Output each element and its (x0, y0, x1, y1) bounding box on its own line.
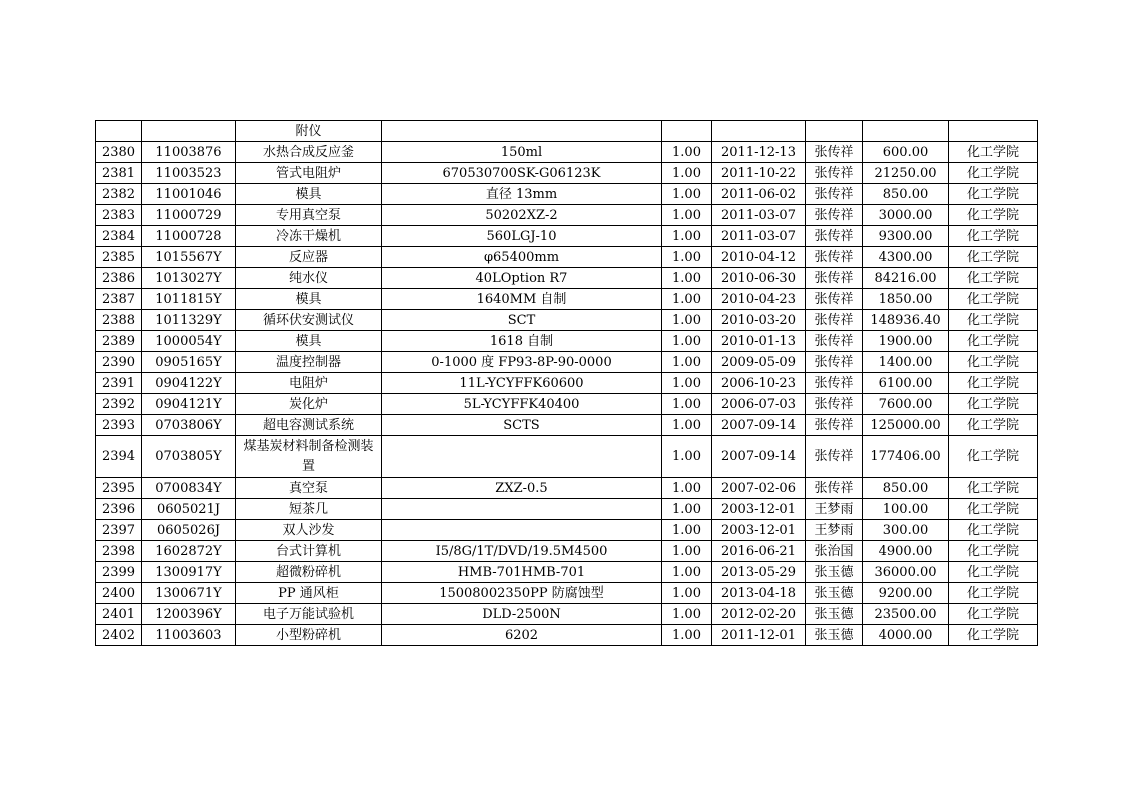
cell-date: 2003-12-01 (712, 499, 806, 520)
cell-date: 2011-03-07 (712, 205, 806, 226)
cell-qty: 1.00 (662, 310, 712, 331)
cell-person: 张玉德 (806, 583, 863, 604)
cell-name: 水热合成反应釜 (236, 142, 382, 163)
cell-price: 6100.00 (863, 373, 949, 394)
cell-qty: 1.00 (662, 142, 712, 163)
cell-no: 2384 (96, 226, 142, 247)
cell-person: 张传祥 (806, 268, 863, 289)
cell-price: 21250.00 (863, 163, 949, 184)
cell-dept: 化工学院 (949, 331, 1038, 352)
cell-name: 超电容测试系统 (236, 415, 382, 436)
table-row (96, 415, 1038, 436)
cell-dept: 化工学院 (949, 541, 1038, 562)
cell-price: 4000.00 (863, 625, 949, 646)
cell-qty: 1.00 (662, 478, 712, 499)
cell-date: 2013-05-29 (712, 562, 806, 583)
cell-date: 2006-10-23 (712, 373, 806, 394)
cell-dept: 化工学院 (949, 499, 1038, 520)
cell-qty: 1.00 (662, 373, 712, 394)
cell-date: 2006-07-03 (712, 394, 806, 415)
cell-dept: 化工学院 (949, 352, 1038, 373)
cell-code: 11000729 (142, 205, 236, 226)
cell-dept: 化工学院 (949, 184, 1038, 205)
cell-price: 9200.00 (863, 583, 949, 604)
cell-spec: 150ml (382, 142, 662, 163)
cell-price: 23500.00 (863, 604, 949, 625)
cell-code: 11003523 (142, 163, 236, 184)
cell-price: 300.00 (863, 520, 949, 541)
table-row (96, 289, 1038, 310)
cell-person: 张传祥 (806, 352, 863, 373)
cell-spec: 5L-YCYFFK40400 (382, 394, 662, 415)
cell-name: 冷冻干燥机 (236, 226, 382, 247)
cell-code: 11003603 (142, 625, 236, 646)
cell-person: 张传祥 (806, 205, 863, 226)
cell-name: 反应器 (236, 247, 382, 268)
cell-dept: 化工学院 (949, 436, 1038, 478)
cell-qty: 1.00 (662, 415, 712, 436)
cell-dept: 化工学院 (949, 562, 1038, 583)
cell-name: 台式计算机 (236, 541, 382, 562)
cell-code: 1013027Y (142, 268, 236, 289)
cell-date: 2007-09-14 (712, 436, 806, 478)
cell-no: 2393 (96, 415, 142, 436)
cell-date: 2012-02-20 (712, 604, 806, 625)
cell-dept: 化工学院 (949, 373, 1038, 394)
cell-spec: 1640MM 自制 (382, 289, 662, 310)
table-row (96, 583, 1038, 604)
cell-spec: 1618 自制 (382, 331, 662, 352)
cell-price: 4900.00 (863, 541, 949, 562)
cell-no: 2400 (96, 583, 142, 604)
cell-qty: 1.00 (662, 562, 712, 583)
cell-price: 850.00 (863, 478, 949, 499)
cell-qty: 1.00 (662, 205, 712, 226)
table-row (96, 142, 1038, 163)
cell-qty: 1.00 (662, 583, 712, 604)
cell-code: 11001046 (142, 184, 236, 205)
cell-dept: 化工学院 (949, 205, 1038, 226)
cell-name: 附仪 (236, 121, 382, 142)
cell-date: 2010-06-30 (712, 268, 806, 289)
cell-code (142, 121, 236, 142)
table-row (96, 520, 1038, 541)
cell-qty: 1.00 (662, 541, 712, 562)
cell-spec: DLD-2500N (382, 604, 662, 625)
cell-spec: HMB-701HMB-701 (382, 562, 662, 583)
cell-spec (382, 436, 662, 478)
cell-name: 电子万能试验机 (236, 604, 382, 625)
table-row (96, 562, 1038, 583)
table-row (96, 205, 1038, 226)
cell-qty: 1.00 (662, 184, 712, 205)
cell-no: 2381 (96, 163, 142, 184)
cell-name: 超微粉碎机 (236, 562, 382, 583)
cell-date: 2011-03-07 (712, 226, 806, 247)
cell-no: 2392 (96, 394, 142, 415)
cell-dept: 化工学院 (949, 625, 1038, 646)
cell-spec: 直径 13mm (382, 184, 662, 205)
cell-code: 1011815Y (142, 289, 236, 310)
cell-spec: 0-1000 度 FP93-8P-90-0000 (382, 352, 662, 373)
cell-name: 煤基炭材料制备检测装置 (236, 436, 382, 478)
equipment-table (95, 120, 1038, 646)
cell-price: 1900.00 (863, 331, 949, 352)
cell-code: 11000728 (142, 226, 236, 247)
cell-qty: 1.00 (662, 394, 712, 415)
cell-name: 电阻炉 (236, 373, 382, 394)
cell-dept: 化工学院 (949, 247, 1038, 268)
cell-date: 2007-02-06 (712, 478, 806, 499)
table-row (96, 478, 1038, 499)
cell-person: 王梦雨 (806, 520, 863, 541)
cell-name: PP 通风柜 (236, 583, 382, 604)
cell-dept: 化工学院 (949, 520, 1038, 541)
cell-no: 2396 (96, 499, 142, 520)
cell-no: 2394 (96, 436, 142, 478)
cell-spec: 40LOption R7 (382, 268, 662, 289)
cell-name: 循环伏安测试仪 (236, 310, 382, 331)
cell-name: 炭化炉 (236, 394, 382, 415)
cell-qty: 1.00 (662, 604, 712, 625)
cell-spec: 670530700SK-G06123K (382, 163, 662, 184)
cell-dept (949, 121, 1038, 142)
cell-price: 9300.00 (863, 226, 949, 247)
cell-code: 1011329Y (142, 310, 236, 331)
cell-date (712, 121, 806, 142)
cell-name: 管式电阻炉 (236, 163, 382, 184)
cell-no: 2402 (96, 625, 142, 646)
cell-person: 王梦雨 (806, 499, 863, 520)
cell-dept: 化工学院 (949, 604, 1038, 625)
cell-price: 3000.00 (863, 205, 949, 226)
cell-code: 0703806Y (142, 415, 236, 436)
cell-date: 2016-06-21 (712, 541, 806, 562)
cell-date: 2010-04-12 (712, 247, 806, 268)
cell-no: 2391 (96, 373, 142, 394)
cell-person: 张玉德 (806, 562, 863, 583)
table-row (96, 184, 1038, 205)
cell-name: 真空泵 (236, 478, 382, 499)
cell-code: 1200396Y (142, 604, 236, 625)
table-row (96, 373, 1038, 394)
cell-name: 模具 (236, 184, 382, 205)
cell-person (806, 121, 863, 142)
cell-qty: 1.00 (662, 436, 712, 478)
cell-no: 2388 (96, 310, 142, 331)
cell-person: 张传祥 (806, 415, 863, 436)
table-row (96, 226, 1038, 247)
cell-date: 2010-01-13 (712, 331, 806, 352)
cell-no: 2385 (96, 247, 142, 268)
cell-price: 84216.00 (863, 268, 949, 289)
cell-code: 0904121Y (142, 394, 236, 415)
cell-spec: φ65400mm (382, 247, 662, 268)
cell-no: 2395 (96, 478, 142, 499)
cell-no: 2401 (96, 604, 142, 625)
cell-date: 2009-05-09 (712, 352, 806, 373)
cell-qty: 1.00 (662, 289, 712, 310)
cell-code: 11003876 (142, 142, 236, 163)
cell-qty: 1.00 (662, 331, 712, 352)
cell-spec (382, 520, 662, 541)
cell-price (863, 121, 949, 142)
table-body (96, 121, 1038, 646)
cell-no: 2389 (96, 331, 142, 352)
cell-no: 2383 (96, 205, 142, 226)
cell-date: 2010-03-20 (712, 310, 806, 331)
cell-spec: ZXZ-0.5 (382, 478, 662, 499)
cell-dept: 化工学院 (949, 583, 1038, 604)
cell-code: 1300671Y (142, 583, 236, 604)
cell-price: 125000.00 (863, 415, 949, 436)
cell-person: 张传祥 (806, 184, 863, 205)
cell-price: 4300.00 (863, 247, 949, 268)
cell-qty: 1.00 (662, 625, 712, 646)
cell-date: 2011-12-01 (712, 625, 806, 646)
table-row (96, 604, 1038, 625)
cell-date: 2011-06-02 (712, 184, 806, 205)
cell-code: 1300917Y (142, 562, 236, 583)
cell-person: 张传祥 (806, 373, 863, 394)
table-row (96, 541, 1038, 562)
cell-code: 0905165Y (142, 352, 236, 373)
cell-qty: 1.00 (662, 520, 712, 541)
cell-person: 张传祥 (806, 163, 863, 184)
cell-name: 专用真空泵 (236, 205, 382, 226)
cell-name: 小型粉碎机 (236, 625, 382, 646)
cell-no: 2397 (96, 520, 142, 541)
cell-spec (382, 121, 662, 142)
cell-name: 短茶几 (236, 499, 382, 520)
cell-name: 双人沙发 (236, 520, 382, 541)
cell-date: 2011-12-13 (712, 142, 806, 163)
cell-qty: 1.00 (662, 247, 712, 268)
cell-name: 模具 (236, 289, 382, 310)
cell-code: 0700834Y (142, 478, 236, 499)
table-row (96, 163, 1038, 184)
cell-dept: 化工学院 (949, 268, 1038, 289)
cell-date: 2011-10-22 (712, 163, 806, 184)
cell-no: 2382 (96, 184, 142, 205)
cell-no: 2390 (96, 352, 142, 373)
cell-dept: 化工学院 (949, 163, 1038, 184)
cell-person: 张传祥 (806, 289, 863, 310)
table-row (96, 499, 1038, 520)
cell-spec (382, 499, 662, 520)
cell-qty (662, 121, 712, 142)
cell-spec: 560LGJ-10 (382, 226, 662, 247)
cell-code: 1000054Y (142, 331, 236, 352)
cell-date: 2003-12-01 (712, 520, 806, 541)
table-row-partial (96, 121, 1038, 142)
cell-person: 张传祥 (806, 331, 863, 352)
cell-price: 600.00 (863, 142, 949, 163)
cell-no: 2386 (96, 268, 142, 289)
cell-no (96, 121, 142, 142)
cell-code: 1015567Y (142, 247, 236, 268)
cell-person: 张传祥 (806, 247, 863, 268)
cell-price: 1850.00 (863, 289, 949, 310)
cell-spec: 6202 (382, 625, 662, 646)
cell-person: 张传祥 (806, 310, 863, 331)
cell-no: 2398 (96, 541, 142, 562)
table-row (96, 625, 1038, 646)
cell-qty: 1.00 (662, 352, 712, 373)
cell-person: 张传祥 (806, 226, 863, 247)
cell-price: 148936.40 (863, 310, 949, 331)
cell-dept: 化工学院 (949, 478, 1038, 499)
cell-person: 张传祥 (806, 436, 863, 478)
cell-person: 张传祥 (806, 142, 863, 163)
cell-dept: 化工学院 (949, 394, 1038, 415)
cell-qty: 1.00 (662, 226, 712, 247)
table-row (96, 352, 1038, 373)
cell-dept: 化工学院 (949, 226, 1038, 247)
table-row (96, 331, 1038, 352)
cell-price: 100.00 (863, 499, 949, 520)
cell-date: 2010-04-23 (712, 289, 806, 310)
table-row (96, 394, 1038, 415)
cell-date: 2007-09-14 (712, 415, 806, 436)
cell-code: 0605021J (142, 499, 236, 520)
cell-name: 温度控制器 (236, 352, 382, 373)
table-row (96, 247, 1038, 268)
cell-date: 2013-04-18 (712, 583, 806, 604)
cell-qty: 1.00 (662, 163, 712, 184)
cell-price: 7600.00 (863, 394, 949, 415)
cell-name: 模具 (236, 331, 382, 352)
cell-price: 36000.00 (863, 562, 949, 583)
cell-person: 张玉德 (806, 604, 863, 625)
cell-dept: 化工学院 (949, 310, 1038, 331)
cell-price: 850.00 (863, 184, 949, 205)
cell-person: 张治国 (806, 541, 863, 562)
cell-code: 0703805Y (142, 436, 236, 478)
table-row (96, 268, 1038, 289)
cell-spec: SCTS (382, 415, 662, 436)
cell-no: 2399 (96, 562, 142, 583)
cell-dept: 化工学院 (949, 289, 1038, 310)
cell-code: 0904122Y (142, 373, 236, 394)
cell-spec: 11L-YCYFFK60600 (382, 373, 662, 394)
cell-qty: 1.00 (662, 499, 712, 520)
cell-code: 1602872Y (142, 541, 236, 562)
cell-spec: I5/8G/1T/DVD/19.5M4500 (382, 541, 662, 562)
cell-name: 纯水仪 (236, 268, 382, 289)
table-row (96, 310, 1038, 331)
cell-person: 张玉德 (806, 625, 863, 646)
cell-qty: 1.00 (662, 268, 712, 289)
cell-no: 2387 (96, 289, 142, 310)
cell-code: 0605026J (142, 520, 236, 541)
cell-price: 1400.00 (863, 352, 949, 373)
cell-price: 177406.00 (863, 436, 949, 478)
cell-spec: 50202XZ-2 (382, 205, 662, 226)
cell-dept: 化工学院 (949, 142, 1038, 163)
cell-dept: 化工学院 (949, 415, 1038, 436)
table-row (96, 436, 1038, 478)
cell-person: 张传祥 (806, 394, 863, 415)
cell-person: 张传祥 (806, 478, 863, 499)
cell-spec: 15008002350PP 防腐蚀型 (382, 583, 662, 604)
cell-no: 2380 (96, 142, 142, 163)
cell-spec: SCT (382, 310, 662, 331)
